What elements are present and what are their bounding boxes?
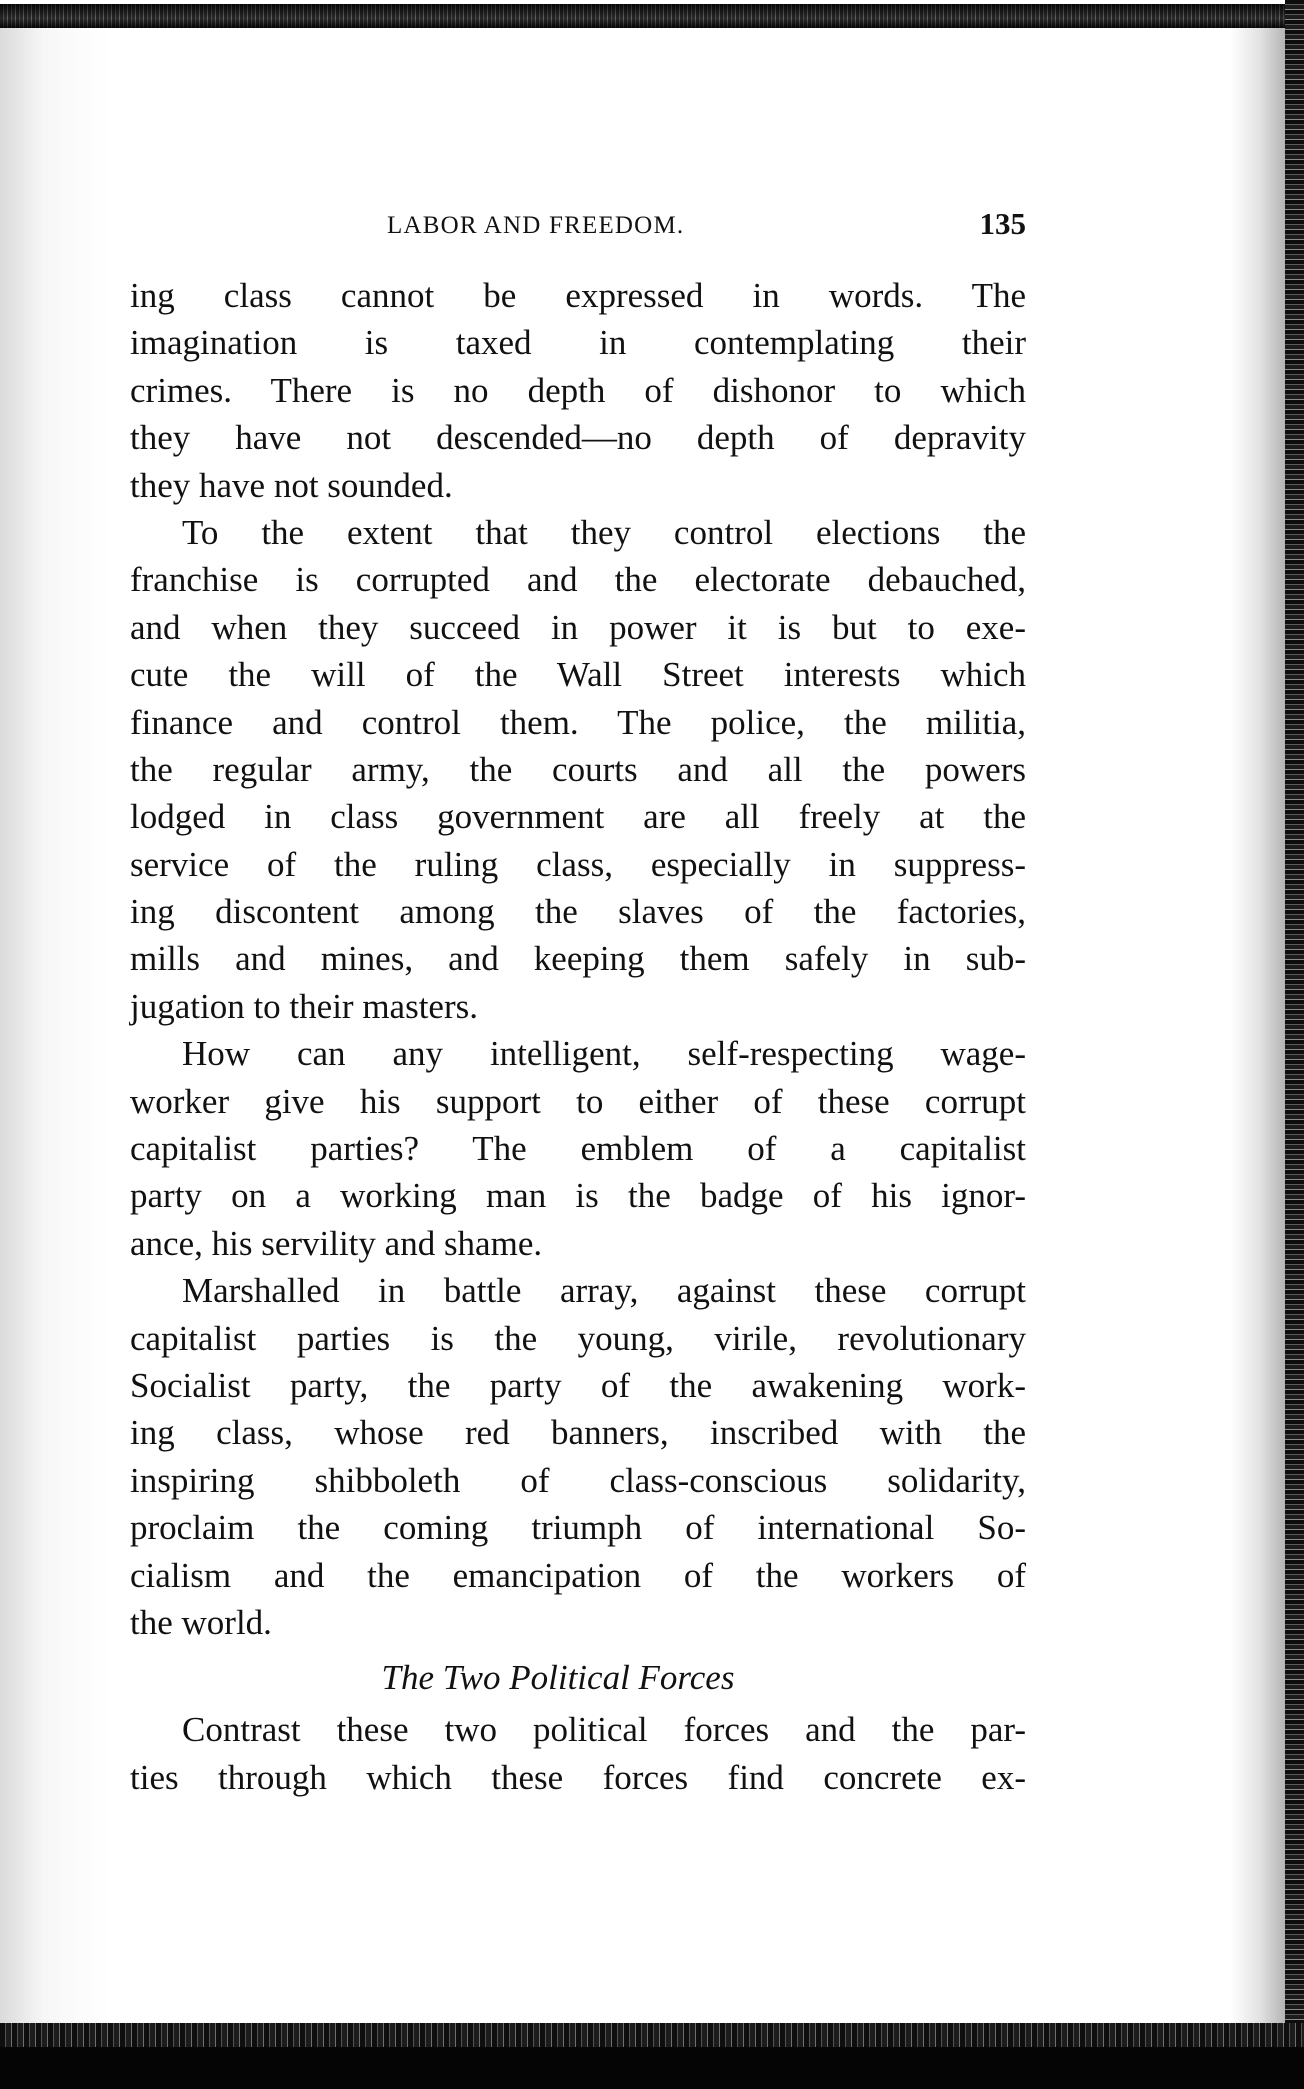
- text-line: To the extent that they control elections the: [182, 512, 1026, 552]
- text-line: ing discontent among the slaves of the factories,: [130, 892, 1026, 932]
- text-line: imagination is taxed in contemplating their: [130, 323, 1026, 363]
- text-line: finance and control them. The police, the militia,: [130, 702, 1026, 742]
- text-line: and when they succeed in power it is but to exe-: [130, 607, 1026, 647]
- text-line: worker give his support to either of these corrupt: [130, 1081, 1026, 1121]
- text-line: service of the ruling class, especially in suppress-: [130, 844, 1026, 884]
- scan-top-edge: [0, 4, 1290, 28]
- text-line: cialism and the emancipation of the workers of: [130, 1555, 1026, 1595]
- text-line: Contrast these two political forces and the par-: [182, 1710, 1026, 1750]
- running-head: [130, 206, 1026, 242]
- book-spine-edge: [1285, 0, 1304, 2089]
- text-line: capitalist parties? The emblem of a capitalist: [130, 1129, 1026, 1169]
- text-line: ance, his servility and shame.: [130, 1223, 543, 1263]
- scan-right-shadow: [1230, 28, 1285, 2023]
- text-line: party on a working man is the badge of his ignor-: [130, 1176, 1026, 1216]
- text-line: inspiring shibboleth of class-conscious solidarity,: [130, 1460, 1026, 1500]
- scan-bottom-edge: [0, 2023, 1304, 2089]
- page-number: 135: [979, 206, 1026, 241]
- text-line: mills and mines, and keeping them safely in sub-: [130, 939, 1026, 979]
- text-line: cute the will of the Wall Street interests which: [130, 655, 1026, 695]
- text-line: capitalist parties is the young, virile, revolutionary: [130, 1318, 1026, 1358]
- text-line: proclaim the coming triumph of international So-: [130, 1508, 1026, 1548]
- text-line: they have not sounded.: [130, 465, 453, 505]
- paragraph: [130, 509, 1026, 1030]
- text-line: they have not descended—no depth of depravity: [130, 418, 1026, 458]
- text-line: Marshalled in battle array, against these corrupt: [182, 1271, 1026, 1311]
- text-line: ties through which these forces find concrete ex-: [130, 1757, 1026, 1797]
- text-line: ing class cannot be expressed in words. The: [130, 276, 1026, 315]
- running-title: LABOR AND FREEDOM.: [387, 212, 685, 239]
- text-line: lodged in class government are all freely at the: [130, 797, 1026, 837]
- body-text: [130, 272, 1026, 1801]
- text-line: crimes. There is no depth of dishonor to which: [130, 370, 1026, 410]
- paragraph: [130, 1030, 1026, 1267]
- text-line: ing class, whose red banners, inscribed with the: [130, 1413, 1026, 1453]
- text-line: Socialist party, the party of the awakening work-: [130, 1365, 1026, 1405]
- text-line: the world.: [130, 1602, 272, 1642]
- text-line: the regular army, the courts and all the powers: [130, 749, 1026, 789]
- paragraph: [130, 1706, 1026, 1801]
- scan-left-shadow: [0, 28, 110, 2023]
- text-line: How can any intelligent, self-respecting wage-: [182, 1034, 1026, 1074]
- paragraph: [130, 1267, 1026, 1646]
- paragraph: [130, 272, 1026, 509]
- text-line: franchise is corrupted and the electorate debauched,: [130, 560, 1026, 600]
- text-line: jugation to their masters.: [130, 986, 478, 1026]
- section-heading: The Two Political Forces: [381, 1658, 735, 1698]
